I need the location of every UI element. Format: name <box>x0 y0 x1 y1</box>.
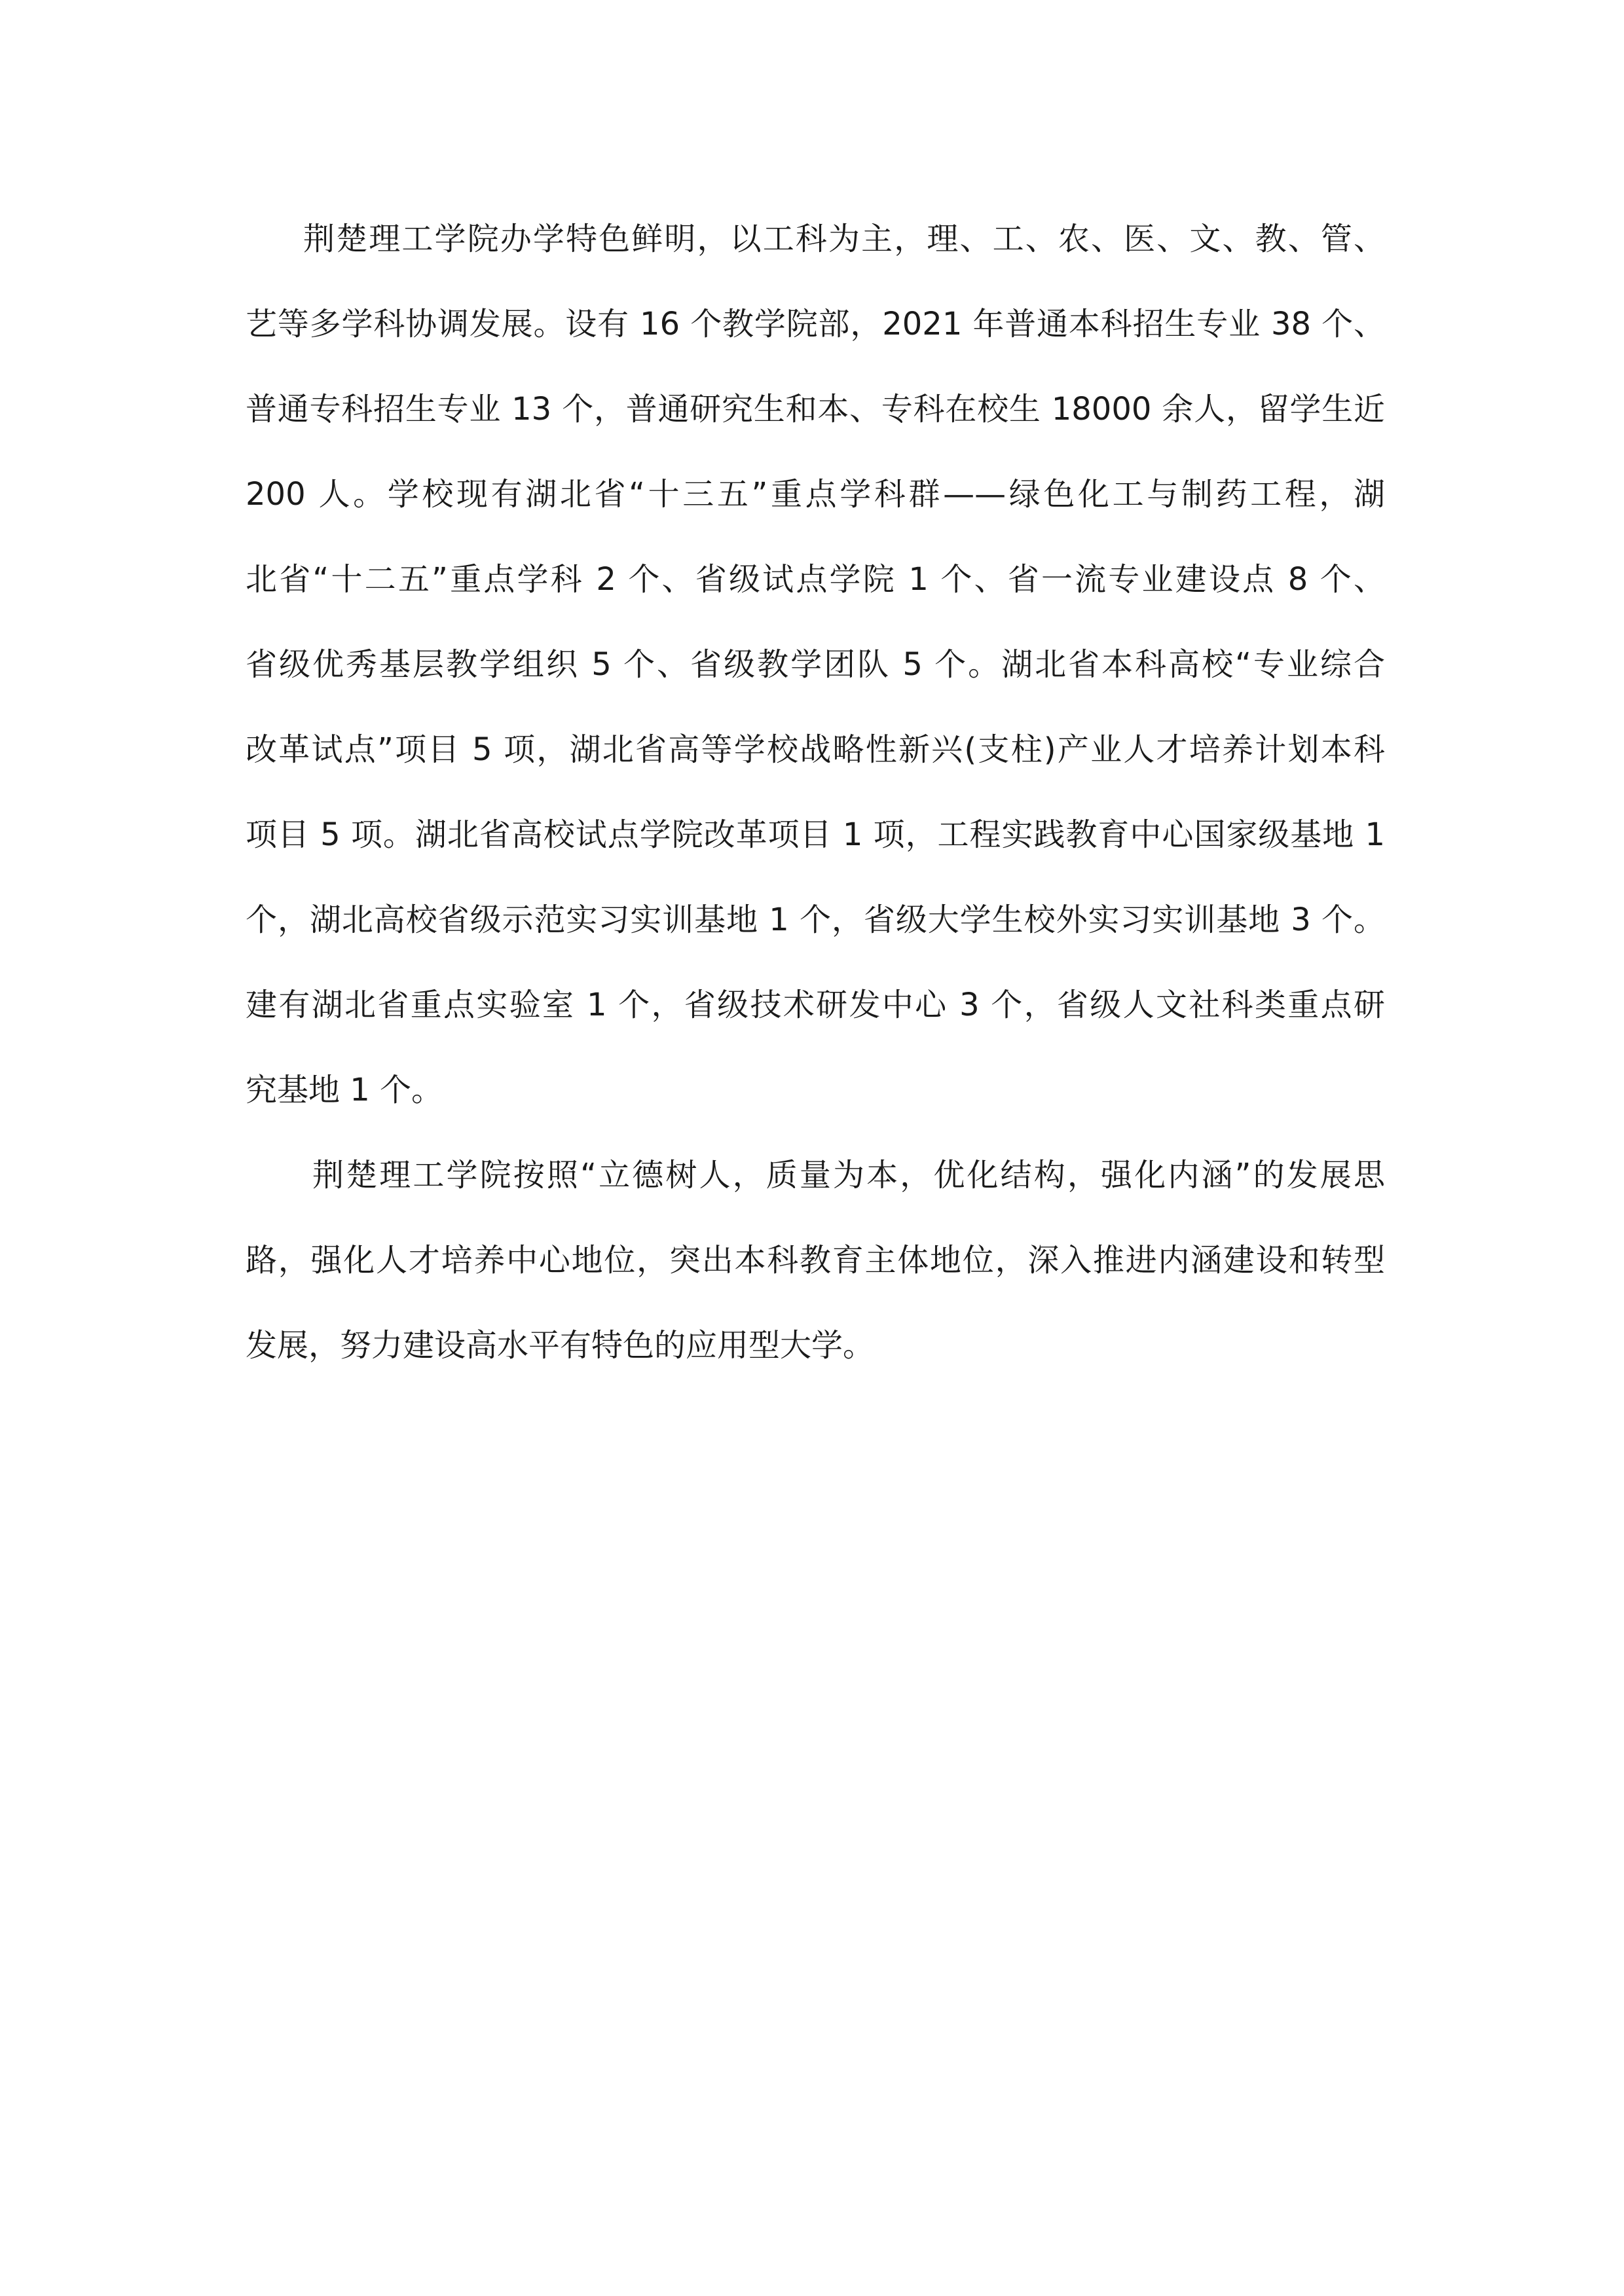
paragraph-1-line-3: 普通专科招生专业 13 个，普通研究生和本、专科在校生 18000 余人，留学生近 <box>246 391 1385 428</box>
paragraph-1-line-7: 改革试点”项目 5 项，湖北省高等学校战略性新兴(支柱)产业人才培养计划本科 <box>246 731 1385 768</box>
paragraph-1-line-6: 省级优秀基层教学组织 5 个、省级教学团队 5 个。湖北省本科高校“专业综合 <box>246 646 1385 683</box>
document-body <box>246 196 1385 1388</box>
paragraph-2-line-2: 路，强化人才培养中心地位，突出本科教育主体地位，深入推进内涵建设和转型 <box>246 1242 1385 1279</box>
paragraph-2-line-1: 荆楚理工学院按照“立德树人，质量为本，优化结构，强化内涵”的发展思 <box>312 1157 1385 1194</box>
paragraph-1-line-9: 个，湖北高校省级示范实习实训基地 1 个，省级大学生校外实习实训基地 3 个。 <box>246 902 1385 938</box>
paragraph-1-line-1: 荆楚理工学院办学特色鲜明，以工科为主，理、工、农、医、文、教、管、 <box>303 221 1385 257</box>
paragraph-1-line-10: 建有湖北省重点实验室 1 个，省级技术研发中心 3 个，省级人文社科类重点研 <box>246 987 1385 1023</box>
paragraph-1-line-5: 北省“十二五”重点学科 2 个、省级试点学院 1 个、省一流专业建设点 8 个、 <box>246 561 1385 598</box>
paragraph-1-line-4: 200 人。学校现有湖北省“十三五”重点学科群——绿色化工与制药工程，湖 <box>246 476 1385 513</box>
paragraph-1-line-11: 究基地 1 个。 <box>246 1072 443 1108</box>
paragraph-1-line-8: 项目 5 项。湖北省高校试点学院改革项目 1 项，工程实践教育中心国家级基地 1 <box>246 816 1385 853</box>
paragraph-2-line-3: 发展，努力建设高水平有特色的应用型大学。 <box>246 1327 875 1364</box>
paragraph-1-line-2: 艺等多学科协调发展。设有 16 个教学院部，2021 年普通本科招生专业 38 个、 <box>246 306 1385 342</box>
